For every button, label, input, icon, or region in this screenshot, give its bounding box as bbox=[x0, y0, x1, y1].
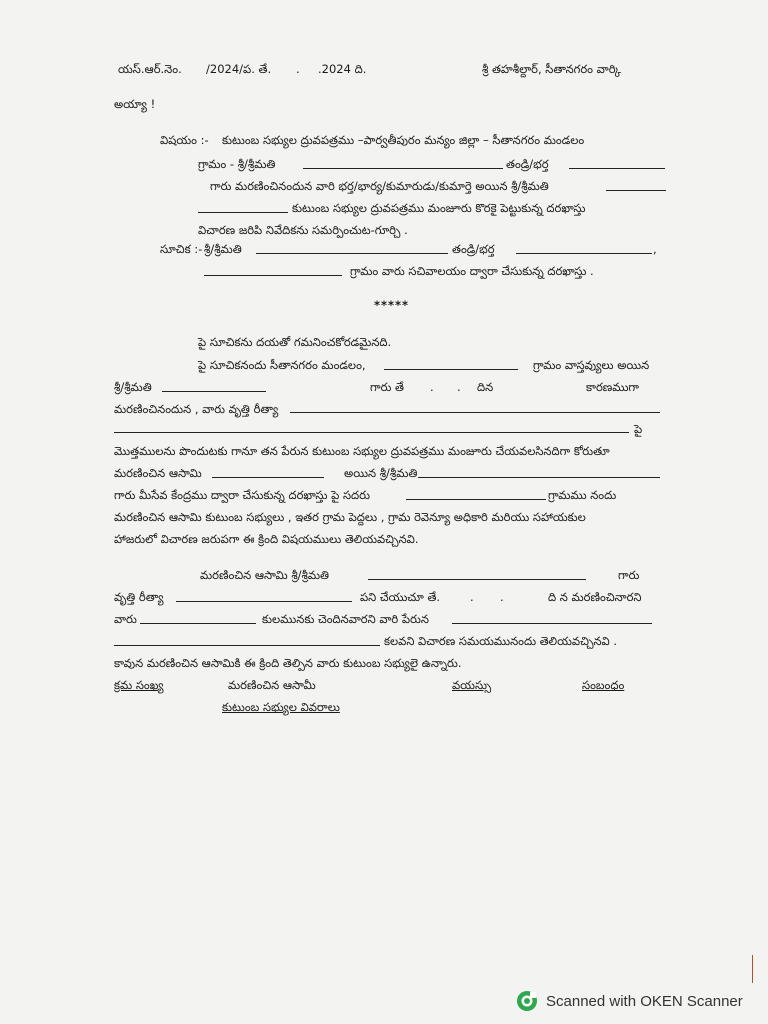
reference-dot: . bbox=[296, 62, 300, 76]
subject-line-1: కుటుంబ సభ్యుల ద్రువపత్రము –పార్వతీపురం మన్యం జిల్లా – సీతానగరం మండలం bbox=[222, 133, 585, 147]
blank-benefits-line bbox=[114, 432, 629, 433]
body-line-12e: ది న మరణించినారని bbox=[548, 590, 642, 604]
body-line-3a: శ్రీ/శ్రీమతి bbox=[114, 380, 152, 394]
subject-line-4: కుటుంబ సభ్యుల ద్రువపత్రము మంజూరు కొరకై పెట్టుకున్న దరఖాస్తు bbox=[292, 201, 586, 215]
blank-village-name-line bbox=[406, 499, 546, 500]
table-header-relation: సంబంధం bbox=[582, 678, 625, 692]
body-line-5: పై bbox=[634, 422, 643, 436]
blank-reference-village-line bbox=[204, 275, 342, 276]
oken-scanner-logo-icon bbox=[516, 990, 538, 1012]
reference-number-prefix: యస్.ఆర్.నెం. bbox=[118, 62, 182, 76]
blank-assets-line bbox=[114, 645, 380, 646]
subject-line-5: విచారణ జరిపి నివేదికను సమర్పించుట-గూర్చి . bbox=[198, 223, 408, 237]
subject-label: విషయం :- bbox=[160, 133, 209, 147]
header-date: .2024 ది. bbox=[318, 62, 367, 76]
blank-profession-line bbox=[176, 601, 352, 602]
table-header-serial: క్రమ సంఖ్య bbox=[114, 678, 164, 692]
body-paragraph-1: పై సూచికను దయతో గమనించకోరడమైనది. bbox=[198, 335, 392, 349]
body-line-3b: గారు తే bbox=[370, 380, 404, 394]
subject-line-2-father: తండ్రి/భర్త bbox=[506, 157, 549, 171]
body-line-12b: పని చేయుచూ తే. bbox=[360, 590, 441, 604]
body-line-7b: అయిన శ్రీ/శ్రీమతి bbox=[344, 466, 418, 480]
body-line-3f: కారణముగా bbox=[586, 380, 640, 394]
body-line-6: మొత్తములను పొందుటకు గానూ తన పేరున కుటుంబ సభ్యుల ద్రువపత్రము మంజూరు చేయవలసినదిగా కోరుతూ bbox=[114, 444, 610, 458]
salutation: అయ్యా ! bbox=[114, 97, 156, 111]
scan-edge-mark bbox=[752, 955, 753, 983]
table-header-age: వయస్సు bbox=[452, 678, 492, 692]
scanner-watermark-text: Scanned with OKEN Scanner bbox=[546, 992, 743, 1010]
reference-comma: , bbox=[653, 242, 657, 256]
body-line-8a: గారు మీసేవ కేంద్రము ద్వారా చేసుకున్న దరఖాస్తు పై సదరు bbox=[114, 488, 370, 502]
body-line-11b: గారు bbox=[618, 568, 640, 582]
body-line-2b: గ్రామం వాస్తవ్యులు అయిన bbox=[533, 358, 650, 372]
body-line-9: మరణించిన ఆసామి కుటుంబ సభ్యులు , ఇతర గ్రామ పెద్దలు , గ్రామ రెవెన్యూ అధికారి మరియు సహాయకుల bbox=[114, 510, 586, 524]
body-line-11a: మరణించిన ఆసామి శ్రీ/శ్రీమతి bbox=[200, 568, 330, 582]
body-line-10: హాజరులో విచారణ జరుపగా ఈ క్రింది విషయములు తెలియవచ్చినవి. bbox=[114, 532, 419, 546]
body-line-3d: . bbox=[457, 380, 461, 394]
body-line-4: మరణించినందున , వారు వృత్తి రీత్యా bbox=[114, 402, 279, 416]
blank-property-line bbox=[452, 623, 652, 624]
separator-stars: ***** bbox=[374, 298, 410, 312]
reference-label: సూచిక :- bbox=[160, 242, 203, 256]
blank-applicant-name-line bbox=[418, 477, 660, 478]
reference-line-2: గ్రామం వారు సచివాలయం ద్వారా చేసుకున్న దరఖాస్తు . bbox=[350, 264, 594, 278]
body-line-3e: దిన bbox=[477, 380, 494, 394]
blank-caste-line bbox=[140, 623, 256, 624]
addressee-office: శ్రీ తహశీల్దార్, సీతానగరం వార్కి bbox=[482, 62, 621, 76]
body-line-13b: కులమునకు చెందినవారని వారి పేరున bbox=[262, 612, 429, 626]
blank-deceased-full-name-line bbox=[368, 579, 586, 580]
table-header-deceased: మరణించిన ఆసామీ bbox=[228, 678, 316, 692]
table-subtitle: కుటుంబ సభ్యుల వివరాలు bbox=[222, 700, 340, 714]
body-line-12c: . bbox=[470, 590, 474, 604]
body-line-2a: పై సూచికనందు సీతానగరం మండలం, bbox=[198, 358, 366, 372]
body-line-12a: వృత్తి రీత్యా bbox=[114, 590, 164, 604]
reference-line-1-name: శ్రీ/శ్రీమతి bbox=[204, 242, 242, 256]
subject-line-2-village: గ్రామం - శ్రీ/శ్రీమతి bbox=[198, 157, 276, 171]
body-line-3c: . bbox=[430, 380, 434, 394]
reference-line-1-father: తండ్రి/భర్త bbox=[452, 242, 495, 256]
blank-reference-name-line bbox=[256, 253, 448, 254]
blank-village-line bbox=[384, 369, 518, 370]
body-line-14: కలవని విచారణ సమయమునందు తెలియవచ్చినవి . bbox=[384, 634, 618, 648]
blank-father-line bbox=[569, 168, 665, 169]
reference-year: /2024/ప. తే. bbox=[206, 62, 272, 76]
scanner-watermark bbox=[516, 990, 743, 1012]
subject-line-3: గారు మరణించినందున వారి భర్త/భార్య/కుమారుడు/కుమార్తె అయిన శ్రీ/శ్రీమతి bbox=[210, 179, 549, 193]
blank-deceased-name-line bbox=[162, 391, 266, 392]
body-line-8b: గ్రామము నందు bbox=[548, 488, 617, 502]
blank-reference-father-line bbox=[516, 253, 652, 254]
body-line-12d: . bbox=[500, 590, 504, 604]
body-line-13a: వారు bbox=[114, 612, 137, 626]
blank-occupation-line bbox=[290, 412, 660, 413]
blank-name-line bbox=[303, 168, 503, 169]
body-line-7a: మరణించిన ఆసామి bbox=[114, 466, 202, 480]
blank-deceased-line bbox=[212, 477, 324, 478]
blank-applicant-line bbox=[198, 212, 288, 213]
body-line-15: కావున మరణించిన ఆసామికి ఈ క్రింది తెల్పిన వారు కుటుంబ సభ్యులై ఉన్నారు. bbox=[114, 656, 462, 670]
blank-heir-line bbox=[606, 190, 666, 191]
